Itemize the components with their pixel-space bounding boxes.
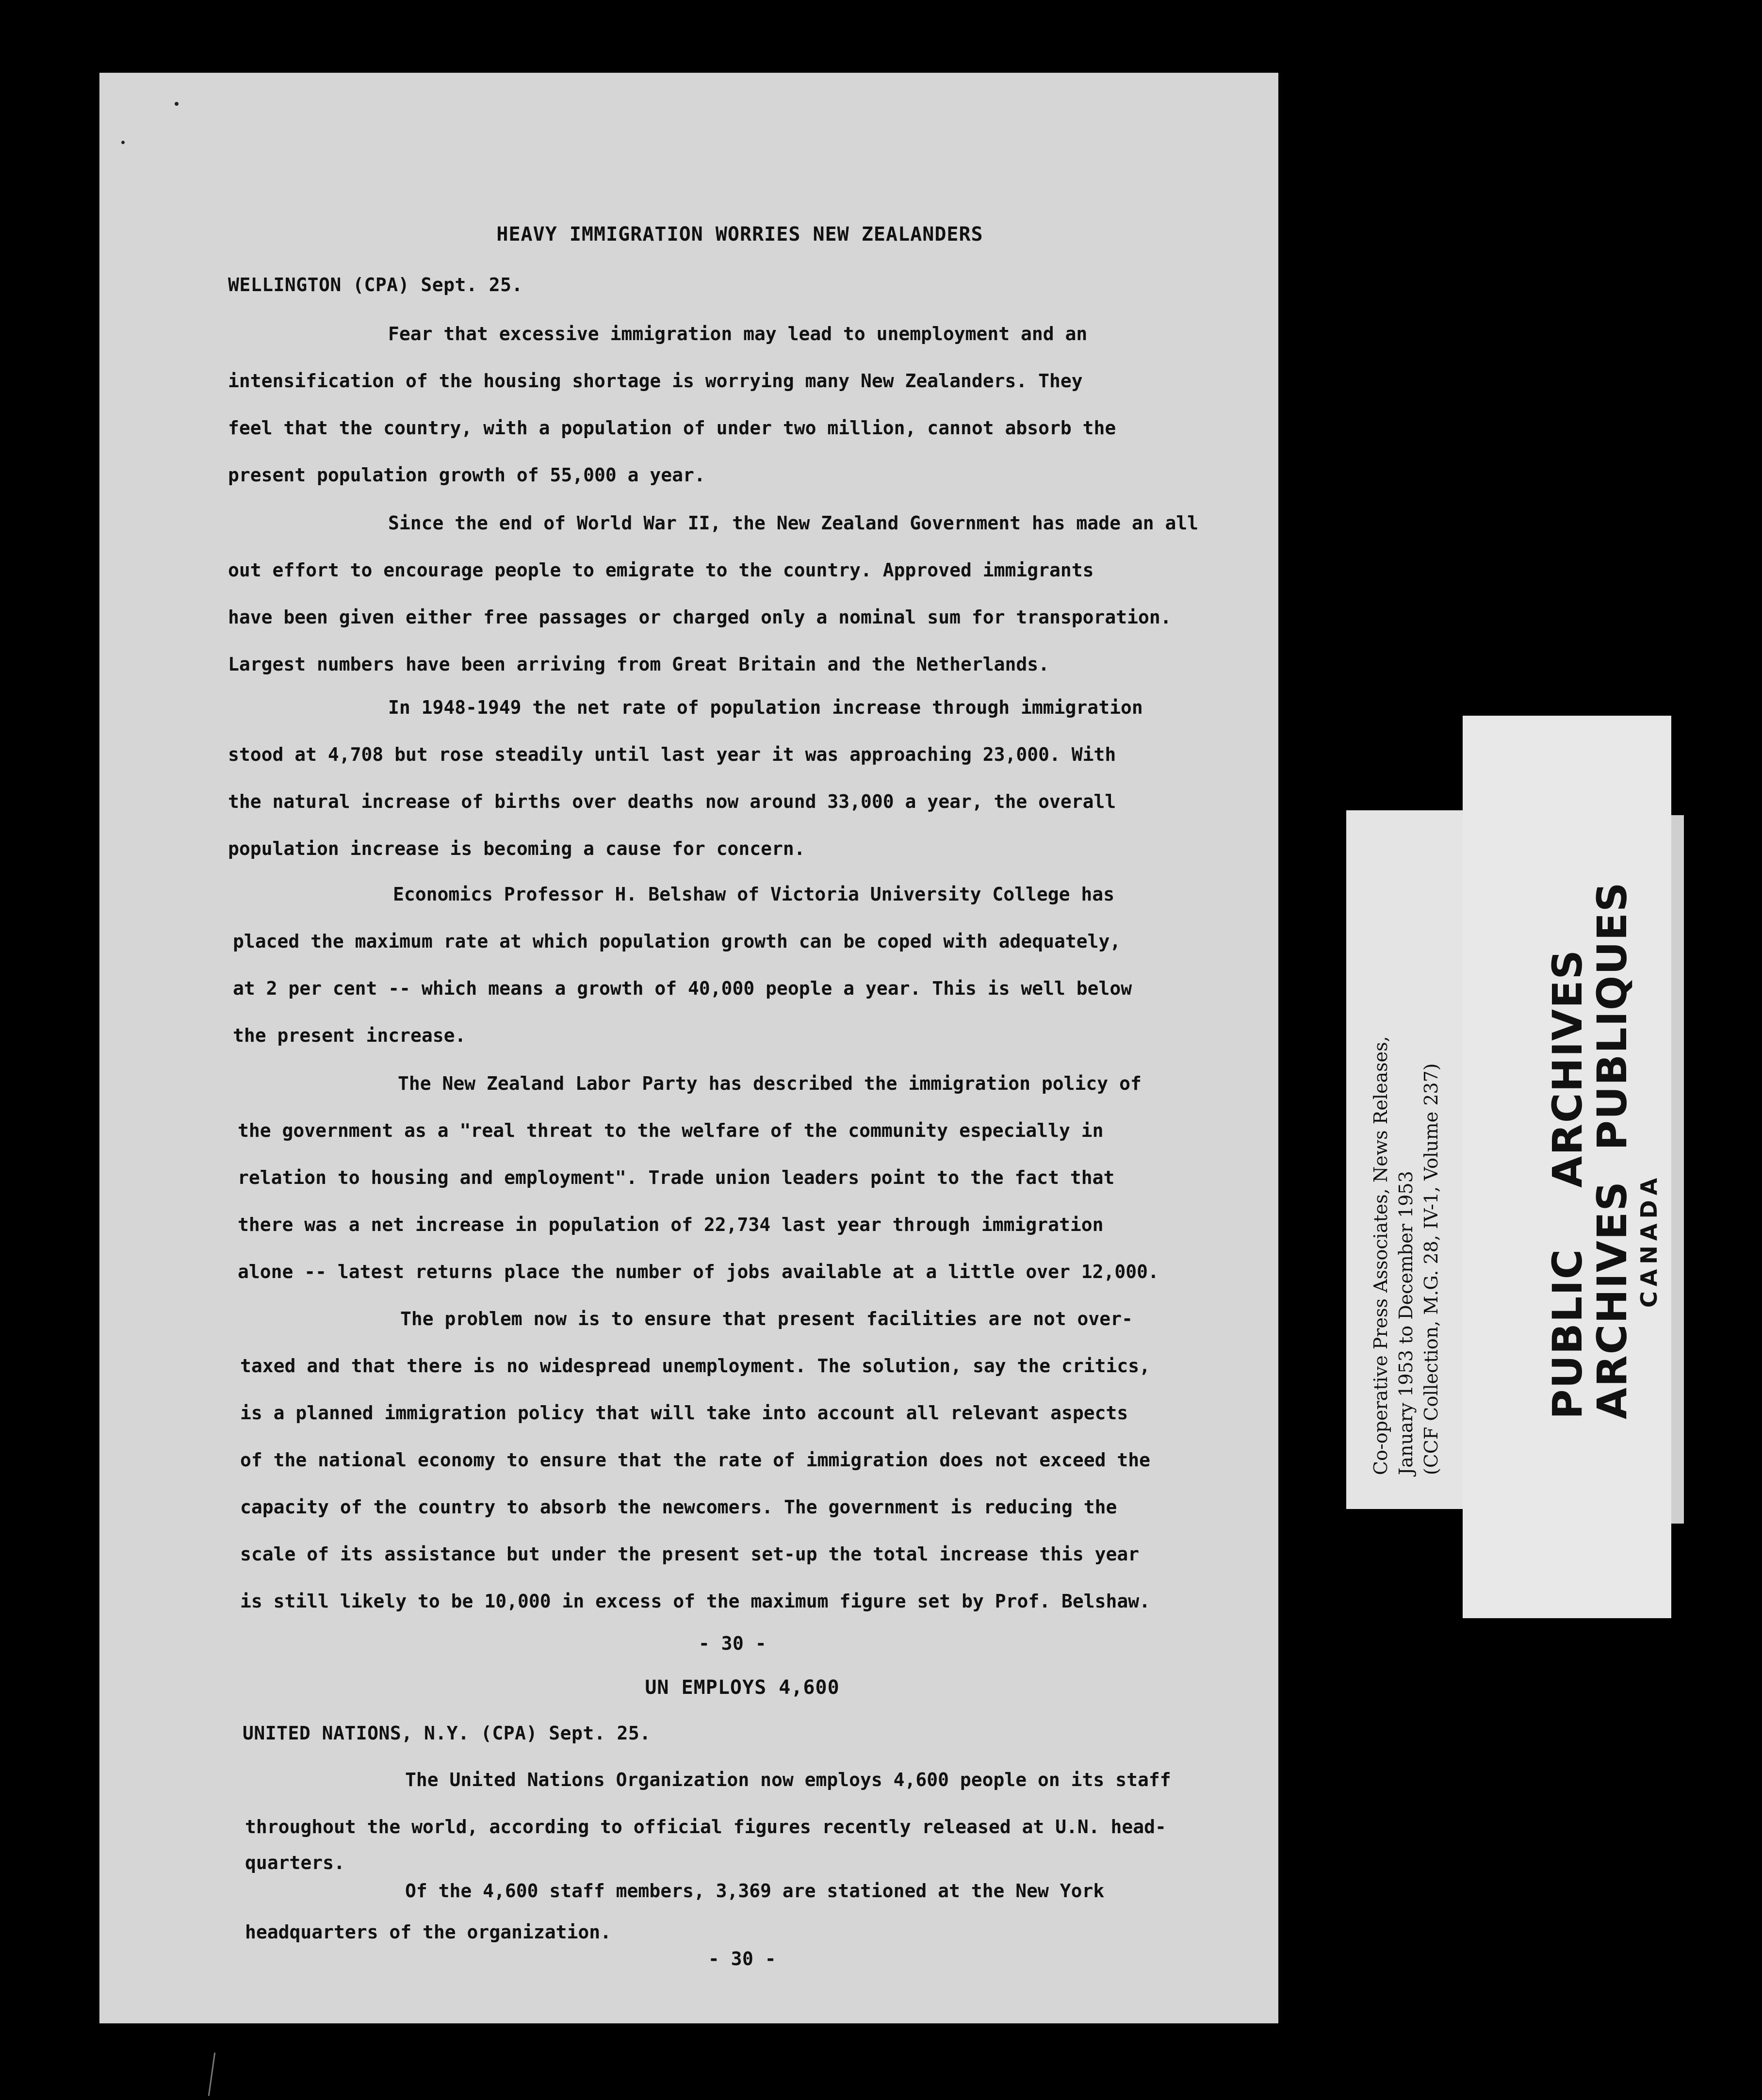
- text-line: capacity of the country to absorb the newcomers. The government is reducing the: [240, 1496, 1117, 1518]
- text-line: the natural increase of births over deaths now around 33,000 a year, the overall: [228, 791, 1116, 812]
- text-line: Since the end of World War II, the New Zealand Government has made an all: [388, 512, 1199, 534]
- text-line: intensification of the housing shortage is worrying many New Zealanders. They: [228, 370, 1083, 392]
- text-line: out effort to encourage people to emigrate to the country. Approved immigrants: [228, 559, 1094, 581]
- public-archives-label: [1463, 716, 1671, 1618]
- text-line: there was a net increase in population of 22,734 last year through immigration: [238, 1214, 1104, 1235]
- text-line: relation to housing and employment". Trade union leaders point to the fact that: [238, 1167, 1115, 1188]
- text-line: scale of its assistance but under the present set-up the total increase this year: [240, 1543, 1140, 1565]
- article1-paragraph-4: [233, 871, 1261, 1059]
- text-line: present population growth of 55,000 a year.: [228, 464, 705, 486]
- caption-line: Co-operative Press Associates, News Releases,: [1370, 1036, 1391, 1475]
- text-line: is a planned immigration policy that will take into account all relevant aspects: [240, 1402, 1128, 1424]
- article2-dateline: UNITED NATIONS, N.Y. (CPA) Sept. 25.: [243, 1723, 651, 1744]
- article1-dateline: WELLINGTON (CPA) Sept. 25.: [228, 274, 523, 295]
- archives-stamp: [1545, 882, 1664, 1419]
- end-mark: - 30 -: [708, 1948, 777, 1969]
- text-line: The problem now is to ensure that present facilities are not over-: [400, 1308, 1133, 1329]
- article1-paragraph-5: [238, 1060, 1266, 1296]
- text-line: population increase is becoming a cause for concern.: [228, 838, 805, 859]
- archives-country: CANADA: [1636, 1173, 1662, 1308]
- text-line: is still likely to be 10,000 in excess of the maximum figure set by Prof. Belshaw.: [240, 1591, 1150, 1612]
- text-line: Economics Professor H. Belshaw of Victoria University College has: [393, 884, 1115, 905]
- caption-line: January 1953 to December 1953: [1395, 1171, 1417, 1475]
- archive-caption: [1368, 1036, 1444, 1475]
- article1-paragraph-1: [228, 311, 1256, 499]
- text-line: at 2 per cent -- which means a growth of 40,000 people a year. This is well below: [233, 978, 1132, 999]
- article1-paragraph-3: [228, 684, 1256, 872]
- text-line: the government as a "real threat to the welfare of the community especially in: [238, 1120, 1104, 1141]
- archives-line-1: PUBLIC ARCHIVES: [1544, 949, 1591, 1419]
- article1-headline: HEAVY IMMIGRATION WORRIES NEW ZEALANDERS: [496, 223, 983, 246]
- article1-paragraph-6: [240, 1296, 1269, 1625]
- ink-speck: [175, 102, 179, 106]
- text-line: headquarters of the organization.: [245, 1921, 611, 1943]
- text-line: The United Nations Organization now employs 4,600 people on its staff: [405, 1769, 1171, 1790]
- label-edge: [1671, 815, 1684, 1524]
- ink-speck: [121, 141, 125, 144]
- article2-paragraph-1: [245, 1756, 1273, 1885]
- text-line: In 1948-1949 the net rate of population increase through immigration: [388, 697, 1143, 718]
- text-line: The New Zealand Labor Party has described the immigration policy of: [398, 1073, 1142, 1094]
- text-line: placed the maximum rate at which population growth can be coped with adequately,: [233, 931, 1121, 952]
- text-line: taxed and that there is no widespread unemployment. The solution, say the critics,: [240, 1355, 1150, 1377]
- archive-caption-label: [1346, 810, 1463, 1509]
- article2-headline: UN EMPLOYS 4,600: [645, 1676, 840, 1699]
- text-line: feel that the country, with a population of under two million, cannot absorb the: [228, 417, 1116, 439]
- archives-line-2: ARCHIVES PUBLIQUES: [1588, 881, 1636, 1419]
- text-line: of the national economy to ensure that the rate of immigration does not exceed the: [240, 1449, 1150, 1471]
- text-line: Of the 4,600 staff members, 3,369 are stationed at the New York: [405, 1880, 1105, 1902]
- article1-paragraph-2: [228, 500, 1256, 688]
- text-line: the present increase.: [233, 1025, 466, 1046]
- end-mark: - 30 -: [698, 1633, 767, 1654]
- text-line: stood at 4,708 but rose steadily until last year it was approaching 23,000. With: [228, 744, 1116, 765]
- text-line: alone -- latest returns place the number of jobs available at a little over 12,000.: [238, 1261, 1159, 1282]
- article2-paragraph-2: [245, 1870, 1273, 1953]
- text-line: throughout the world, according to official figures recently released at U.N. head-: [245, 1816, 1166, 1838]
- text-line: have been given either free passages or charged only a nominal sum for transporation.: [228, 607, 1172, 628]
- caption-line: (CCF Collection, M.G. 28, IV-1, Volume 237): [1420, 1063, 1442, 1475]
- text-line: Fear that excessive immigration may lead to unemployment and an: [388, 323, 1088, 345]
- text-line: Largest numbers have been arriving from Great Britain and the Netherlands.: [228, 654, 1049, 675]
- text-line: quarters.: [245, 1852, 345, 1873]
- scan-artifact: [208, 2052, 215, 2096]
